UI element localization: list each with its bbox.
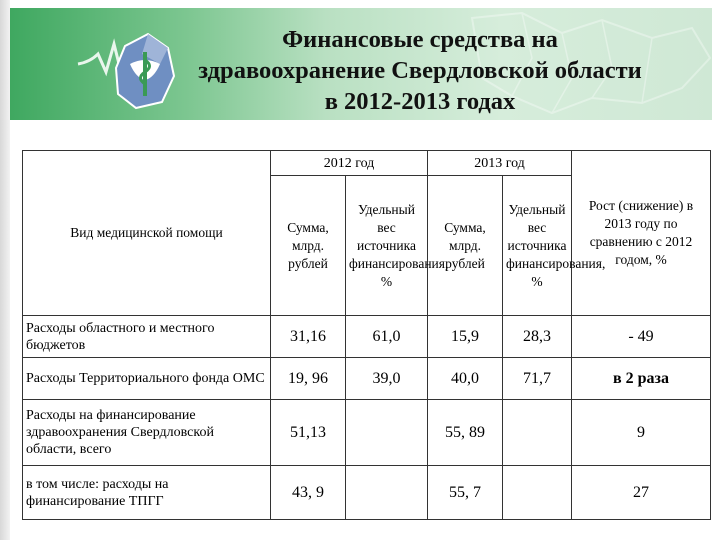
left-decorative-stripe [0,0,10,540]
table-row [23,316,711,358]
row-label: в том числе: расходы на финансирование ТПГГ [23,466,271,520]
header-share-2013: Удельный вес источника финансирования, % [503,176,572,316]
table-row [23,358,711,400]
row-label: Расходы Территориального фонда ОМС [23,358,271,400]
cell-sum-2012: 43, 9 [271,466,346,520]
cell-growth: в 2 раза [572,358,711,400]
header-year-2013: 2013 год [428,151,572,176]
cell-sum-2012: 31,16 [271,316,346,358]
title-line-3: в 2012-2013 годах [324,88,516,115]
cell-growth: 9 [572,400,711,466]
cell-sum-2012: 19, 96 [271,358,346,400]
cell-share-2013 [503,466,572,520]
title-line-1: Финансовые средства на [282,26,558,53]
header-kind: Вид медицинской помощи [23,151,271,316]
title-line-2: здравоохранение Свердловской области [198,57,642,84]
cell-share-2013: 71,7 [503,358,572,400]
cell-sum-2012: 51,13 [271,400,346,466]
cell-share-2012 [346,400,428,466]
table-row [23,400,711,466]
header-row-years [23,151,711,176]
row-label: Расходы областного и местного бюджетов [23,316,271,358]
cell-share-2012: 39,0 [346,358,428,400]
finance-table-container [22,150,710,524]
header-banner [10,8,712,120]
cell-sum-2013: 15,9 [428,316,503,358]
cell-share-2012 [346,466,428,520]
header-growth: Рост (снижение) в 2013 году по сравнению с 2012 годом, % [572,151,711,316]
finance-table [22,150,711,520]
cell-growth: 27 [572,466,711,520]
cell-sum-2013: 55, 89 [428,400,503,466]
slide-title [160,24,680,117]
header-sum-2013: Сумма, млрд. рублей [428,176,503,316]
cell-sum-2013: 55, 7 [428,466,503,520]
cell-sum-2013: 40,0 [428,358,503,400]
header-sum-2012: Сумма, млрд. рублей [271,176,346,316]
table-row [23,466,711,520]
header-year-2012: 2012 год [271,151,428,176]
cell-growth: - 49 [572,316,711,358]
row-label: Расходы на финансирование здравоохранения Свердловской области, всего [23,400,271,466]
cell-share-2013 [503,400,572,466]
cell-share-2012: 61,0 [346,316,428,358]
cell-share-2013: 28,3 [503,316,572,358]
header-share-2012: Удельный вес источника финансирования, % [346,176,428,316]
